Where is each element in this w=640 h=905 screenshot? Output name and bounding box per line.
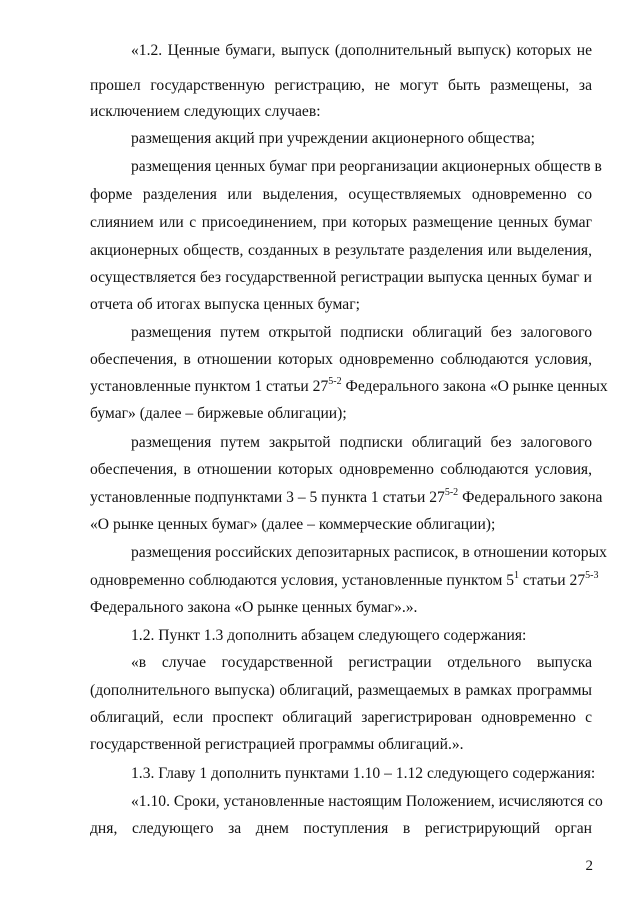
text-line: «О рынке ценных бумаг» (далее – коммерческие облигации); xyxy=(90,516,496,533)
superscript: 5-2 xyxy=(444,487,459,498)
page-number: 2 xyxy=(585,858,593,874)
text-line: акционерных обществ, созданных в результате разделения или выделения, xyxy=(90,242,592,259)
superscript: 1 xyxy=(514,570,520,581)
text-line: обеспечения, в отношении которых одновременно соблюдаются условия, xyxy=(90,351,592,368)
text-line: установленные подпунктами 3 – 5 пункта 1 статьи 27$^{5-2}$ Федерального закона xyxy=(90,487,603,506)
text-line: размещения путем закрытой подписки облигаций без залогового xyxy=(131,434,592,451)
text-line: установленные пунктом 1 статьи 27$^{5-2}$ Федерального закона «О рынке ценных xyxy=(90,376,608,395)
text-line: Федерального закона «О рынке ценных бумаг».». xyxy=(90,599,418,616)
text-line: 1.3. Главу 1 дополнить пунктами 1.10 – 1.12 следующего содержания: xyxy=(131,765,596,782)
text-line: государственной регистрацией программы облигаций.». xyxy=(90,736,464,753)
text-line: прошел государственную регистрацию, не могут быть размещены, за xyxy=(90,77,592,94)
text-line: форме разделения или выделения, осуществляемых одновременно со xyxy=(90,186,592,203)
text-line: бумаг» (далее – биржевые облигации); xyxy=(90,405,347,422)
text-line: одновременно соблюдаются условия, установленные пунктом $5^1$ статьи 27$^{5-3}$ xyxy=(90,570,599,589)
text-line: осуществляется без государственной регистрации выпуска ценных бумаг и xyxy=(90,269,592,286)
text-line: дня, следующего за днем поступления в регистрирующий орган xyxy=(90,820,592,837)
text-line: «в случае государственной регистрации отдельного выпуска xyxy=(131,654,592,671)
text-line: слиянием или с присоединением, при которых размещение ценных бумаг xyxy=(90,214,592,231)
superscript: 5-2 xyxy=(328,376,342,387)
text-line: размещения ценных бумаг при реорганизации акционерных обществ в xyxy=(131,158,602,175)
text-line: исключением следующих случаев: xyxy=(90,103,321,120)
text-line: «1.2. Ценные бумаги, выпуск (дополнительный выпуск) которых не xyxy=(131,42,592,59)
text-line: размещения российских депозитарных расписок, в отношении которых xyxy=(131,544,607,561)
text-line: размещения путем открытой подписки облигаций без залогового xyxy=(131,324,592,341)
text-line: (дополнительного выпуска) облигаций, размещаемых в рамках программы xyxy=(90,682,592,699)
superscript: 5-3 xyxy=(585,570,599,581)
text-line: обеспечения, в отношении которых одновременно соблюдаются условия, xyxy=(90,461,592,478)
text-line: 1.2. Пункт 1.3 дополнить абзацем следующего содержания: xyxy=(131,627,527,644)
text-line: «1.10. Сроки, установленные настоящим Положением, исчисляются со xyxy=(131,793,603,810)
text-line: отчета об итогах выпуска ценных бумаг; xyxy=(90,296,360,313)
text-line: облигаций, если проспект облигаций зарегистрирован одновременно с xyxy=(90,709,592,726)
text-line: размещения акций при учреждении акционерного общества; xyxy=(131,130,535,147)
